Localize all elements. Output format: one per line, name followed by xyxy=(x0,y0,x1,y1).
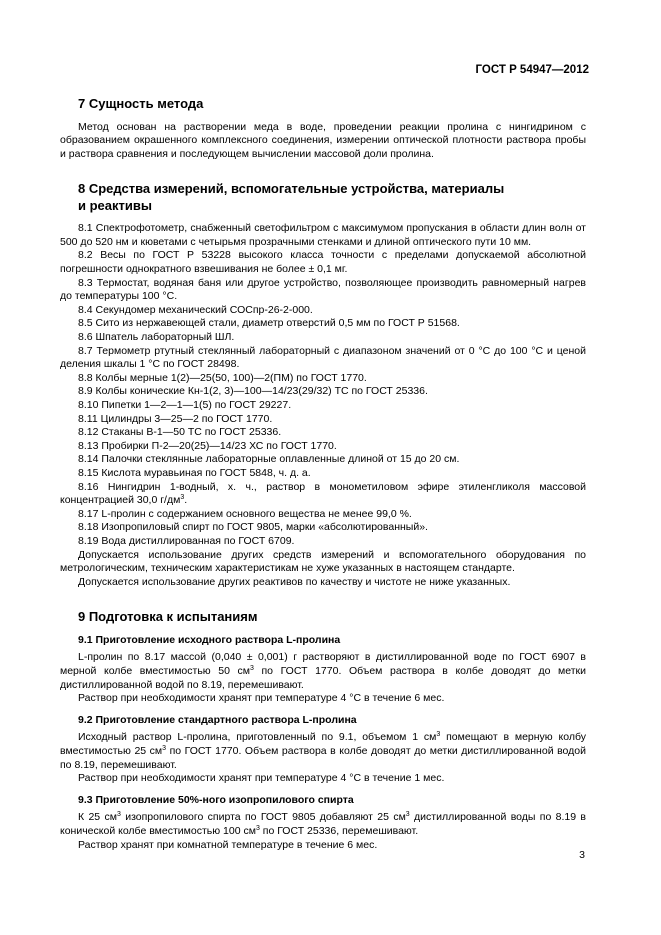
item-8-9: 8.9 Колбы конические Кн-1(2, 3)—100—14/23(29/32) ТС по ГОСТ 25336. xyxy=(78,385,428,398)
section-9-title: 9 Подготовка к испытаниям xyxy=(78,609,258,625)
item-8-19: 8.19 Вода дистиллированная по ГОСТ 6709. xyxy=(78,534,295,547)
item-8-1: 8.1 Спектрофотометр, снабженный светофильтром с максимумом пропускания в области длин волн от 500 до 520 нм и кюветами с четырьмя прозрачными стенками и длиной оптического пути 10 мм. xyxy=(60,222,586,248)
item-8-18: 8.18 Изопропиловый спирт по ГОСТ 9805, марки «абсолютированный». xyxy=(78,521,428,534)
text-run: дистиллированной воды по 8.19 в конической колбе вместимостью 100 см xyxy=(60,811,587,837)
text-run: помещают в мерную колбу вместимостью 25 см xyxy=(60,731,586,757)
item-8-13: 8.13 Пробирки П-2—20(25)—14/23 ХС по ГОСТ 1770. xyxy=(78,439,337,452)
item-8-6: 8.6 Шпатель лабораторный ШЛ. xyxy=(78,331,235,344)
subsection-9-1-title: 9.1 Приготовление исходного раствора L-пролина xyxy=(78,633,341,646)
superscript: 3 xyxy=(255,824,260,832)
section-7-title: 7 Сущность метода xyxy=(78,96,204,111)
item-8-7: 8.7 Термометр ртутный стеклянный лабораторный с диапазоном значений от 0 °С до 100 °С и ценой деления шкалы 1 °С по ГОСТ 28498. xyxy=(60,344,586,371)
text-run: Исходный раствор L-пролина, приготовленный по 9.1, объемом 1 см xyxy=(78,731,437,744)
item-8-2: 8.2 Весы по ГОСТ Р 53228 высокого класса точности с пределами допускаемой абсолютной погрешности однократного взвешивания не более ± 0,1 мг. xyxy=(60,249,586,276)
section-8-title xyxy=(78,181,586,214)
text-run: изопропилового спирта по ГОСТ 9805 добавляют 25 см xyxy=(120,811,406,824)
item-8-3: 8.3 Термостат, водяная баня или другое устройство, позволяющее производить равномерный нагрев до температуры 100 °С. xyxy=(60,276,586,303)
text-run: по ГОСТ 1770. Объем раствора в колбе доводят до метки дистиллированной водой по 8.19, перемешивают. xyxy=(60,665,586,691)
superscript: 3 xyxy=(436,731,441,739)
text-run: по ГОСТ 25336, перемешивают. xyxy=(259,824,419,837)
superscript: 3 xyxy=(249,665,254,672)
page-content xyxy=(60,96,586,852)
item-8-11: 8.11 Цилиндры 3—25—2 по ГОСТ 1770. xyxy=(78,412,273,425)
section-8-note-2: Допускается использование других реактивов по качеству и чистоте не ниже указанных. xyxy=(78,575,511,588)
subsection-9-2-title: 9.2 Приготовление стандартного раствора L-пролина xyxy=(78,713,357,726)
page-number: 3 xyxy=(579,849,585,861)
item-8-16 xyxy=(60,481,586,508)
section-8-title-line1: 8 Средства измерений, вспомогательные устройства, материалы xyxy=(78,181,505,197)
section-7-text: Метод основан на растворении меда в воде, проведении реакции пролина с нингидрином с образованием окрашенного комплексного соединения, измерении оптической плотности раствора пробы и раствора сравнения и последующем вычислении массовой доли пролина. xyxy=(60,120,586,160)
item-8-17: 8.17 L-пролин с содержанием основного вещества не менее 99,0 %. xyxy=(78,507,412,520)
item-8-14: 8.14 Палочки стеклянные лабораторные оплавленные длиной от 15 до 20 см. xyxy=(78,453,460,466)
subsection-9-3-title: 9.3 Приготовление 50%-ного изопропилового спирта xyxy=(78,793,354,806)
item-8-10: 8.10 Пипетки 1—2—1—1(5) по ГОСТ 29227. xyxy=(78,399,292,411)
subsection-9-3-para-1 xyxy=(60,811,586,838)
superscript: 3 xyxy=(162,744,167,752)
section-8-note-1: Допускается использование других средств измерений и вспомогательного оборудования по метрологическим, техническим характеристикам не хуже указанных в настоящем стандарте. xyxy=(60,548,586,575)
item-8-15: 8.15 Кислота муравьиная по ГОСТ 5848, ч. д. а. xyxy=(78,466,311,479)
subsection-9-2-para-1 xyxy=(60,731,586,772)
document-header-standard: ГОСТ Р 54947—2012 xyxy=(475,64,589,76)
item-8-4: 8.4 Секундомер механический СОСпр-26-2-000. xyxy=(78,303,313,316)
item-8-16-text: 8.16 Нингидрин 1-водный, х. ч., раствор в монометиловом эфире этиленгликоля массовой концентрацией 30,0 г/дм xyxy=(60,480,586,507)
item-8-12: 8.12 Стаканы В-1—50 ТС по ГОСТ 25336. xyxy=(78,426,282,439)
item-8-16-end: . xyxy=(184,494,188,507)
superscript: 3 xyxy=(116,811,121,819)
superscript: 3 xyxy=(405,811,410,819)
item-8-5: 8.5 Сито из нержавеющей стали, диаметр отверстий 0,5 мм по ГОСТ Р 51568. xyxy=(78,317,460,330)
item-8-8: 8.8 Колбы мерные 1(2)—25(50, 100)—2(ПМ) по ГОСТ 1770. xyxy=(78,371,367,384)
text-run: L-пролин по 8.17 массой (0,040 ± 0,001) г растворяют в дистиллированной воде по ГОСТ 6907 в мерной колбе вместимостью 50 см xyxy=(60,651,586,677)
text-run: К 25 см xyxy=(78,811,117,824)
text-run: по ГОСТ 1770. Объем раствора в колбе доводят до метки дистиллированной водой по 8.19, перемешивают. xyxy=(60,744,587,771)
subsection-9-1-para-2: Раствор при необходимости хранят при температуре 4 °С в течение 6 мес. xyxy=(78,692,445,705)
superscript: 3 xyxy=(180,494,185,502)
subsection-9-1-para-1 xyxy=(60,651,586,692)
subsection-9-3-para-2: Раствор хранят при комнатной температуре в течение 6 мес. xyxy=(78,838,378,851)
section-8-title-line2: и реактивы xyxy=(78,197,152,213)
subsection-9-2-para-2: Раствор при необходимости хранят при температуре 4 °С в течение 1 мес. xyxy=(78,772,445,785)
